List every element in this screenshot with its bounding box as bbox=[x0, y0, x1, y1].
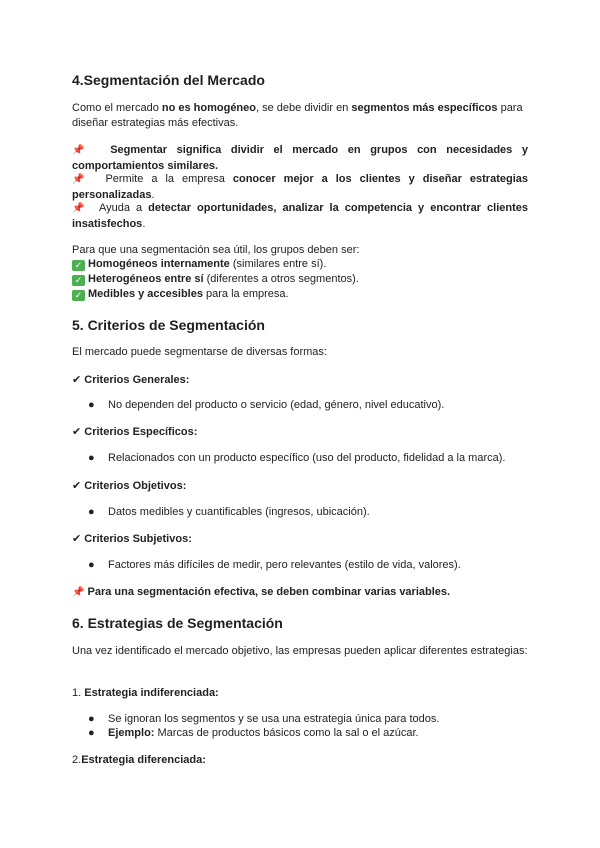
pushpin-icon: 📌 bbox=[72, 145, 91, 156]
groups-intro: Para que una segmentación sea útil, los grupos deben ser: bbox=[72, 244, 360, 256]
criteria-subjective-bullet: ● Factores más difíciles de medir, pero relevantes (estilo de vida, valores). bbox=[88, 559, 461, 571]
strategy-1-bullet-2: ● Ejemplo: Marcas de productos básicos como la sal o el azúcar. bbox=[88, 727, 419, 739]
criteria-subjective-label: ✔ Criterios Subjetivos: bbox=[72, 533, 192, 545]
pin-point-1: 📌 Segmentar significa dividir el mercado en grupos con necesidades y comportamientos similares. bbox=[72, 144, 528, 172]
strategy-1-bullet-1: ● Se ignoran los segmentos y se usa una estrategia única para todos. bbox=[88, 713, 440, 725]
bullet-dot-icon: ● bbox=[88, 452, 95, 464]
bullet-dot-icon: ● bbox=[88, 506, 95, 518]
bullet-dot-icon: ● bbox=[88, 727, 95, 739]
pushpin-icon: 📌 bbox=[72, 587, 85, 598]
section-6-intro: Una vez identificado el mercado objetivo, las empresas pueden aplicar diferentes estrategias: bbox=[72, 645, 528, 657]
section-5-title: 5. Criterios de Segmentación bbox=[72, 317, 265, 333]
pushpin-icon: 📌 bbox=[72, 203, 88, 214]
criteria-general-bullet: ● No dependen del producto o servicio (edad, género, nivel educativo). bbox=[88, 399, 445, 411]
check-item-2: ✓ Heterogéneos entre sí (diferentes a otros segmentos). bbox=[72, 272, 528, 287]
check-mark-icon: ✓ bbox=[72, 260, 85, 271]
pin-point-2: 📌 Permite a la empresa conocer mejor a los clientes y diseñar estrategias personalizadas. bbox=[72, 173, 528, 201]
bullet-dot-icon: ● bbox=[88, 399, 95, 411]
check-mark-icon: ✓ bbox=[72, 290, 85, 301]
segmentation-note: 📌 Para una segmentación efectiva, se deben combinar varias variables. bbox=[72, 586, 451, 598]
criteria-objective-label: ✔ Criterios Objetivos: bbox=[72, 480, 187, 492]
check-mark-icon: ✓ bbox=[72, 275, 85, 286]
section-5-intro: El mercado puede segmentarse de diversas formas: bbox=[72, 346, 327, 358]
bullet-dot-icon: ● bbox=[88, 713, 95, 725]
pin-point-3: 📌 Ayuda a detectar oportunidades, analizar la competencia y encontrar clientes insatisfechos. bbox=[72, 202, 528, 230]
section-4-title: 4.Segmentación del Mercado bbox=[72, 72, 265, 88]
check-item-3: ✓ Medibles y accesibles para la empresa. bbox=[72, 287, 528, 302]
bullet-dot-icon: ● bbox=[88, 559, 95, 571]
criteria-general-label: ✔ Criterios Generales: bbox=[72, 374, 190, 386]
strategy-2-label: 2.Estrategia diferenciada: bbox=[72, 754, 206, 766]
criteria-objective-bullet: ● Datos medibles y cuantificables (ingresos, ubicación). bbox=[88, 506, 370, 518]
pushpin-icon: 📌 bbox=[72, 174, 90, 185]
criteria-specific-bullet: ● Relacionados con un producto específico (uso del producto, fidelidad a la marca). bbox=[88, 452, 506, 464]
strategy-1-label: 1. Estrategia indiferenciada: bbox=[72, 687, 219, 699]
section-6-title: 6. Estrategias de Segmentación bbox=[72, 615, 283, 631]
criteria-specific-label: ✔ Criterios Específicos: bbox=[72, 426, 198, 438]
section-4-intro: Como el mercado no es homogéneo, se debe dividir en segmentos más específicos para diseñar estrategias más efectivas. bbox=[72, 102, 523, 129]
check-item-1: ✓ Homogéneos internamente (similares entre sí). bbox=[72, 257, 528, 272]
